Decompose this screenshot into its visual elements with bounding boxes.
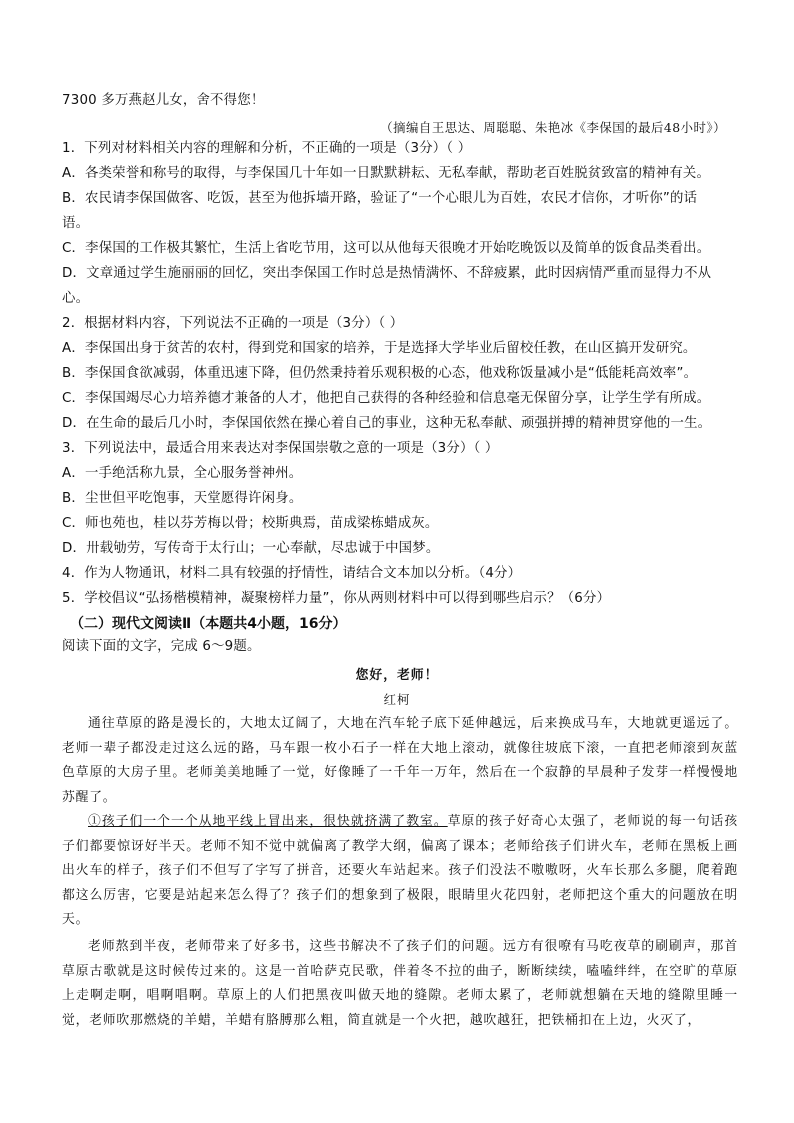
question-3-option-b: B．尘世但平吃饱事，天堂愿得许闲身。 bbox=[62, 491, 303, 506]
question-4: 4．作为人物通讯，材料二具有较强的抒情性，请结合文本加以分析。（4分） bbox=[62, 566, 522, 581]
story-paragraph-3: 老师熬到半夜，老师带来了好多书，这些书解决不了孩子们的问题。远方有很嘹有马吃夜草的刷刷声，那首草原古歌就是这时候传过来的。这是一首哈萨克民歌，伴着冬不拉的曲子，断断续续，嗑嗑绊绊，在空旷的草原上走啊走啊，唱啊唱啊。草原上的人们把黑夜叫做天地的缝隙。老师太累了，老师就想躺在天地的缝隙里睡一觉，老师吹那燃烧的羊蜡，羊蜡有胳膊那么粗，简直就是一个火把，越吹越狂，把铁桶扣在上边，火灭了， bbox=[62, 939, 738, 1028]
question-1-option-c: C．李保国的工作极其繁忙，生活上省吃节用，这可以从他每天很晚才开始吃晚饭以及简单的饭食品类看出。 bbox=[62, 241, 711, 256]
question-1: 1．下列对材料相关内容的理解和分析，不正确的一项是（3分）（ ） bbox=[62, 141, 472, 156]
source-citation: （摘编自王思达、周聪聪、朱艳冰《李保国的最后48小时》） bbox=[380, 120, 726, 135]
reading-instructions: 阅读下面的文字，完成 6～9题。 bbox=[62, 639, 261, 654]
story-title: 您好，老师！ bbox=[355, 668, 439, 683]
question-3: 3．下列说法中，最适合用来表达对李保国崇敬之意的一项是（3分）（ ） bbox=[62, 441, 499, 456]
closing-line: 7300 多万燕赵儿女，舍不得您！ bbox=[62, 93, 265, 108]
story-paragraph-1: 通往草原的路是漫长的，大地太辽阔了，大地在汽车轮子底下延伸越远，后来换成马车，大地就更遥远了。老师一辈子都没走过这么远的路，马车跟一枚小石子一样在大地上滚动，就像往坡底下滚，一直把老师滚到灰蓝色草原的大房子里。老师美美地睡了一觉，好像睡了一千年一万年，然后在一个寂静的早晨种子发芽一样慢慢地苏醒了。 bbox=[62, 716, 738, 805]
question-5: 5．学校倡议“弘扬楷模精神，凝聚榜样力量”，你从两则材料中可以得到哪些启示？（6分） bbox=[62, 591, 611, 606]
story-paragraph-2-text: 草原的孩子好奇心太强了，老师说的每一句话孩子们都要惊讶好半天。老师不知不觉中就偏离了教学大纲，偏离了课本；老师给孩子们讲火车，老师在黑板上画出火车的样子，孩子们不但写了字写了拼音，还要火车站起来。孩子们没法不嗷嗷呀，火车长那么多腿，爬着跑都这么厉害，它要是站起来怎么得了？孩子们的想象到了极限，眼睛里火花四射，老师把这个重大的问题放在明天。 bbox=[62, 814, 738, 927]
question-3-option-c: C．师也苑也，桂以芬芳梅以骨；校斯典焉，苗成梁栋蜡成灰。 bbox=[62, 516, 439, 531]
story-author: 红柯 bbox=[383, 692, 411, 707]
question-2: 2．根据材料内容，下列说法不正确的一项是（3分）（ ） bbox=[62, 316, 404, 331]
section-heading: （二）现代文阅读Ⅱ（本题共4小题，16分） bbox=[70, 616, 347, 632]
underlined-sentence-1: ①孩子们一个一个从地平线上冒出来，很快就挤满了教室。 bbox=[88, 814, 448, 829]
question-1-option-a: A．各类荣誉和称号的取得，与李保国几十年如一日默默耕耘、无私奉献，帮助老百姓脱贫致富的精神有关。 bbox=[62, 166, 711, 181]
question-1-option-b-cont: 语。 bbox=[62, 216, 90, 231]
question-3-option-a: A．一手绝活称九景，全心服务誉神州。 bbox=[62, 466, 303, 481]
question-3-option-d: D．卅载劬劳，写传奇于太行山；一心奉献，尽忠诚于中国梦。 bbox=[62, 541, 440, 556]
question-2-option-d: D．在生命的最后几小时，李保国依然在操心着自己的事业，这种无私奉献、顽强拼搏的精神贯穿他的一生。 bbox=[62, 416, 712, 431]
question-1-option-b: B．农民请李保国做客、吃饭，甚至为他拆墙开路，验证了“一个心眼儿为百姓，农民才信你，才听你”的话 bbox=[62, 191, 698, 206]
question-2-option-c: C．李保国竭尽心力培养德才兼备的人才，他把自己获得的各种经验和信息毫无保留分享，让学生学有所成。 bbox=[62, 391, 711, 406]
question-1-option-d-cont: 心。 bbox=[62, 291, 90, 306]
question-2-option-b: B．李保国食欲减弱，体重迅速下降，但仍然秉持着乐观积极的心态，他戏称饭量减小是“低能耗高效率”。 bbox=[62, 366, 698, 381]
story-paragraph-2 bbox=[62, 810, 738, 933]
question-1-option-d: D．文章通过学生施丽丽的回忆，突出李保国工作时总是热情满怀、不辞疲累，此时因病情严重而显得力不从 bbox=[62, 266, 712, 281]
question-2-option-a: A．李保国出身于贫苦的农村，得到党和国家的培养，于是选择大学毕业后留校任教，在山区搞开发研究。 bbox=[62, 341, 697, 356]
